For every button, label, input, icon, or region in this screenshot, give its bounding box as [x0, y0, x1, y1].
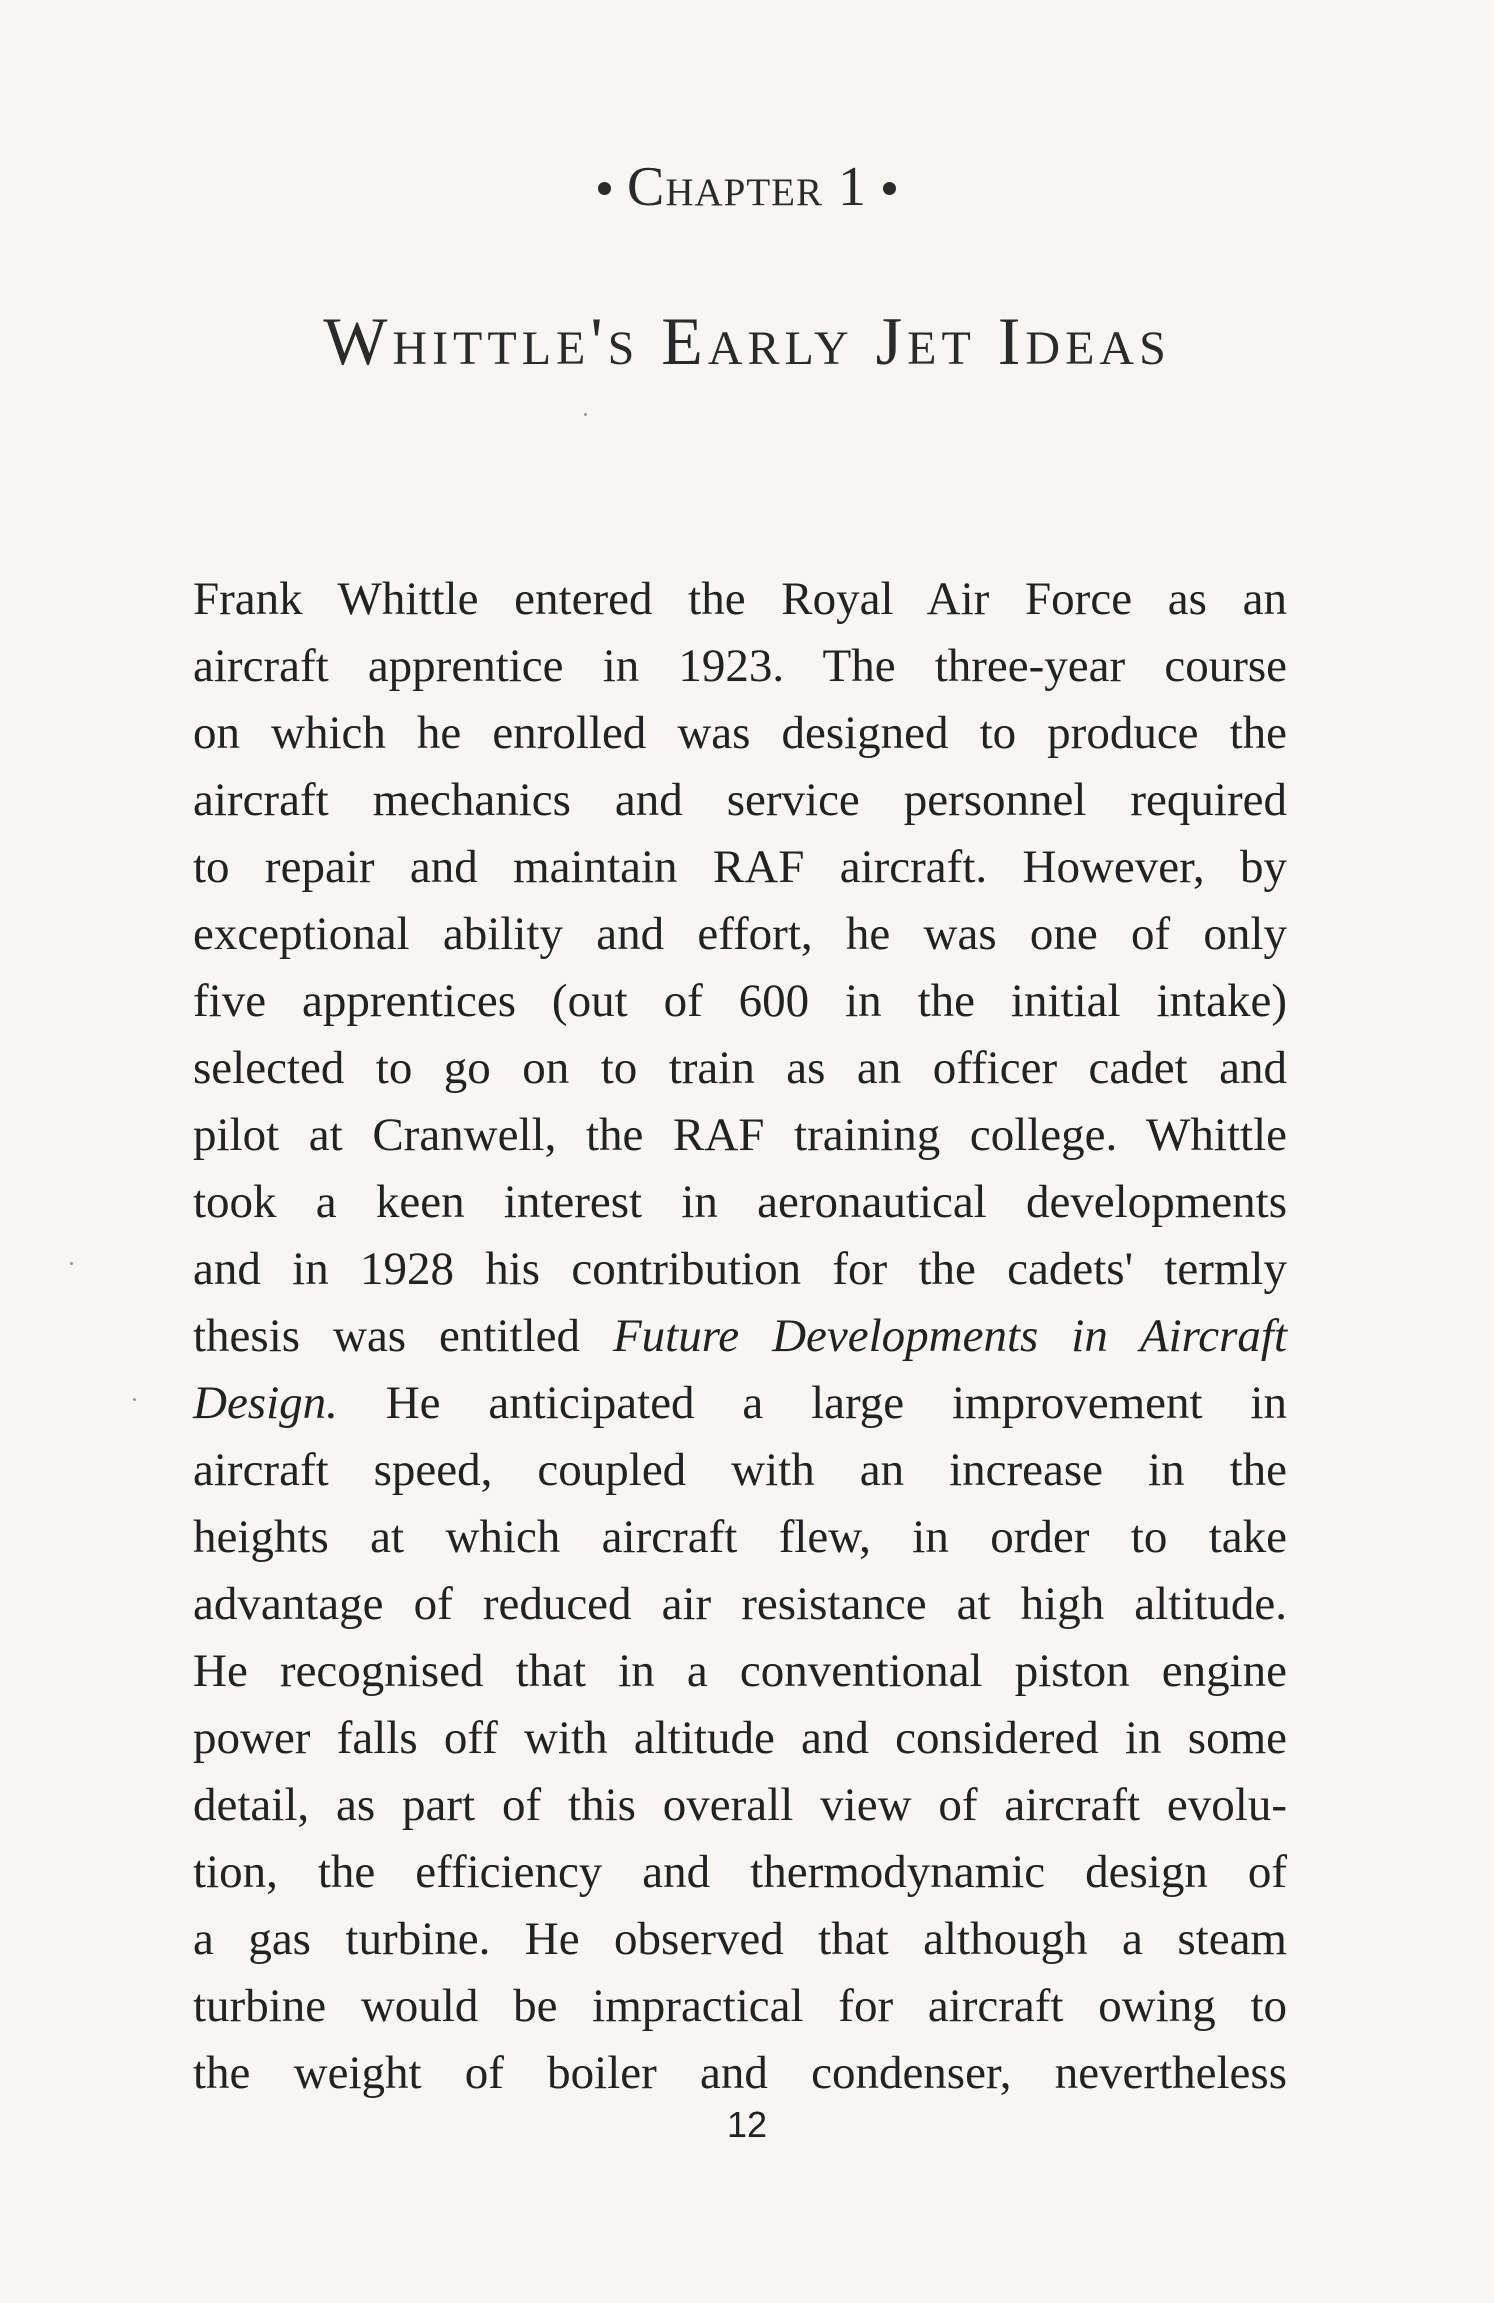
text-line: aircraft apprentice in 1923. The three-year course [193, 640, 1287, 692]
text-line-prefix: thesis was entitled [193, 1310, 613, 1362]
text-line: He recognised that in a conventional piston engine [193, 1645, 1287, 1697]
chapter-label [0, 155, 1494, 219]
text-line: advantage of reduced air resistance at high altitude. [193, 1578, 1287, 1630]
text-line: the weight of boiler and condenser, nevertheless [193, 2047, 1287, 2099]
chapter-title: Whittle's Early Jet Ideas [323, 303, 1171, 379]
text-line: exceptional ability and effort, he was one of only [193, 908, 1287, 960]
text-line: a gas turbine. He observed that although a steam [193, 1913, 1287, 1965]
text-line: and in 1928 his contribution for the cadets' termly [193, 1243, 1287, 1295]
book-title-italic: Future Developments in Aircraft [612, 1310, 1287, 1362]
text-line: aircraft mechanics and service personnel required [193, 774, 1287, 826]
body-paragraph [193, 566, 1287, 2107]
text-line: selected to go on to train as an officer cadet and [193, 1042, 1287, 1094]
paper-speck [133, 1398, 136, 1401]
text-line: heights at which aircraft flew, in order to take [193, 1511, 1287, 1563]
paper-speck [70, 1262, 73, 1265]
text-line: on which he enrolled was designed to produce the [193, 707, 1287, 759]
paper-speck [584, 413, 587, 416]
text-line [193, 1370, 1287, 1437]
text-line [193, 1303, 1287, 1370]
text-line: turbine would be impractical for aircraft owing to [193, 1980, 1287, 2032]
text-line: took a keen interest in aeronautical developments [193, 1176, 1287, 1228]
bullet-right-icon [883, 182, 896, 195]
chapter-label-text: Chapter 1 [626, 156, 868, 218]
text-line-rest: He anticipated a large improvement in [337, 1377, 1287, 1429]
text-line: power falls off with altitude and considered in some [193, 1712, 1287, 1764]
text-line: detail, as part of this overall view of aircraft evolu- [193, 1779, 1287, 1831]
text-line: to repair and maintain RAF aircraft. However, by [193, 841, 1287, 893]
text-line: five apprentices (out of 600 in the initial intake) [193, 975, 1287, 1027]
text-line: tion, the efficiency and thermodynamic design of [193, 1846, 1287, 1898]
text-line: aircraft speed, coupled with an increase in the [193, 1444, 1287, 1496]
page-number: 12 [726, 2104, 768, 2145]
book-title-italic-end: Design. [193, 1377, 338, 1429]
bullet-left-icon [598, 182, 611, 195]
text-line: pilot at Cranwell, the RAF training college. Whittle [193, 1109, 1287, 1161]
text-line: Frank Whittle entered the Royal Air Force as an [193, 573, 1287, 625]
